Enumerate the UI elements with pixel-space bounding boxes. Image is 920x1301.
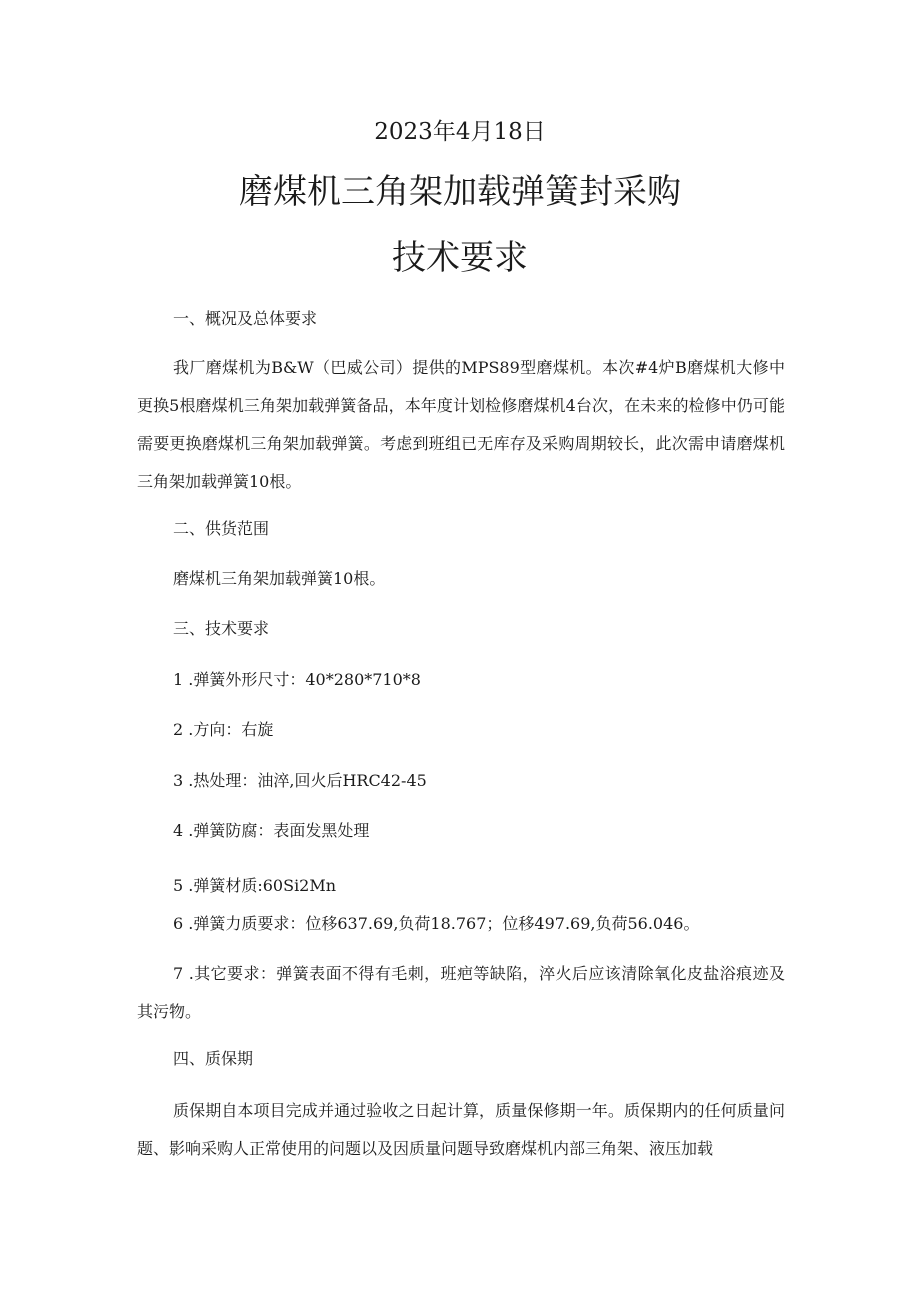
technical-item: 1 .弹簧外形尺寸：40*280*710*8 bbox=[173, 670, 421, 689]
technical-item: 2 .方向：右旋 bbox=[173, 720, 274, 739]
technical-item: 5 .弹簧材质:60Si2Mn bbox=[173, 876, 337, 895]
supply-scope-text: 磨煤机三角架加载弹簧10根。 bbox=[173, 569, 386, 588]
document-title: 磨煤机三角架加载弹簧封采购 bbox=[239, 172, 681, 212]
technical-item: 4 .弹簧防腐：表面发黑处理 bbox=[173, 821, 370, 840]
section-heading-overview: 一、概况及总体要求 bbox=[173, 309, 318, 328]
document-subtitle: 技术要求 bbox=[392, 238, 528, 278]
technical-item: 3 .热处理：油淬,回火后HRC42-45 bbox=[173, 771, 427, 790]
technical-item: 7 .其它要求：弹簧表面不得有毛刺，班疤等缺陷，淬火后应该清除氧化皮盐浴痕迹及其污物。 bbox=[137, 964, 785, 1021]
technical-item: 6 .弹簧力质要求：位移637.69,负荷18.767；位移497.69,负荷56.046。 bbox=[173, 914, 700, 933]
document-date: 2023年4月18日 bbox=[374, 119, 546, 145]
section-heading-warranty: 四、质保期 bbox=[173, 1049, 254, 1068]
section-heading-supply-scope: 二、供货范围 bbox=[173, 519, 270, 538]
section-heading-technical: 三、技术要求 bbox=[173, 619, 270, 638]
section-paragraph-warranty: 质保期自本项目完成并通过验收之日起计算，质量保修期一年。质保期内的任何质量问题、影响采购人正常使用的问题以及因质量问题导致磨煤机内部三角架、液压加载 bbox=[137, 1101, 785, 1158]
section-paragraph-overview: 我厂磨煤机为B&W（巴威公司）提供的MPS89型磨煤机。本次#4炉B磨煤机大修中更换5根磨煤机三角架加载弹簧备品，本年度计划检修磨煤机4台次，在未来的检修中仍可能需要更换磨煤机三角架加载弹簧。考虑到班组已无库存及采购周期较长，此次需申请磨煤机三角架加载弹簧10根。 bbox=[137, 358, 785, 491]
